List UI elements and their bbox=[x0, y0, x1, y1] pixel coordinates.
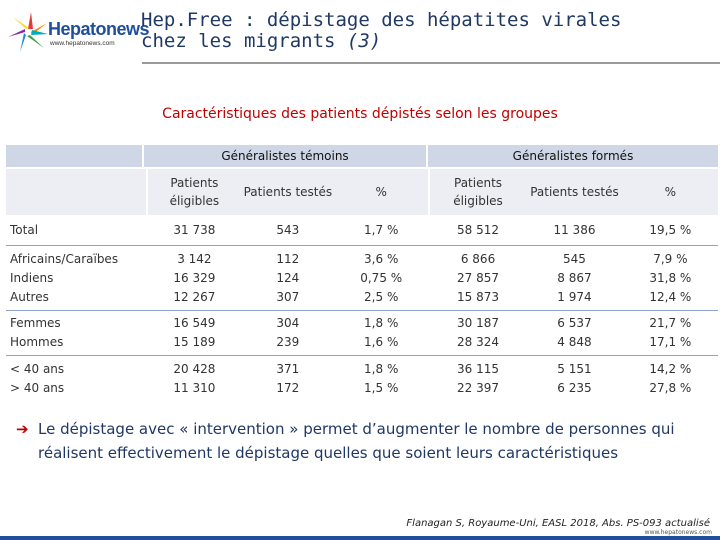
table-row-total bbox=[6, 215, 718, 246]
column-header: % bbox=[623, 169, 718, 215]
table-row-sex bbox=[6, 311, 718, 356]
table-subtitle: Caractéristiques des patients dépistés selon les groupes bbox=[162, 106, 558, 122]
title-line-2-ref: (3) bbox=[346, 30, 382, 52]
table-cell: 58 512 bbox=[430, 215, 526, 246]
source-citation: Flanagan S, Royaume-Uni, EASL 2018, Abs. PS-093 actualisé bbox=[406, 518, 710, 529]
table-cell: 3 142 16 329 12 267 bbox=[148, 246, 241, 311]
table-cell: 31 738 bbox=[148, 215, 241, 246]
table-cell: 11 386 bbox=[526, 215, 622, 246]
table-cell: 1,7 % bbox=[335, 215, 428, 246]
table-cell: 5 151 6 235 bbox=[557, 362, 592, 395]
column-header-empty bbox=[6, 169, 146, 215]
title-line-1: Hep.Free : dépistage des hépatites virales bbox=[141, 9, 622, 31]
table-row-origin bbox=[6, 246, 718, 311]
table-cell: 6 866 27 857 15 873 bbox=[430, 246, 526, 311]
row-label: Femmes Hommes bbox=[6, 311, 146, 356]
table-cell: 545 8 867 1 974 bbox=[526, 246, 622, 311]
column-header: % bbox=[335, 169, 428, 215]
logo-url: www.hepatonews.com bbox=[50, 40, 115, 47]
conclusion-body: Le dépistage avec « intervention » permet d’augmenter le nombre de personnes qui réalisent effectivement le dépistage quelles que soient leurs caractéristiques bbox=[38, 420, 675, 462]
logo-burst-icon bbox=[6, 10, 50, 54]
table-cell: 1,8 % 1,6 % bbox=[335, 311, 428, 356]
row-label: Total bbox=[6, 215, 146, 246]
logo-name: Hepatonews bbox=[48, 19, 150, 39]
table-cell: 19,5 % bbox=[623, 215, 718, 246]
table-cell: 7,9 % 31,8 % 12,4 % bbox=[623, 246, 718, 311]
table-cell: 304 239 bbox=[241, 311, 334, 356]
title-divider bbox=[142, 62, 720, 64]
column-header: Patients testés bbox=[526, 169, 622, 215]
page-title bbox=[141, 10, 621, 52]
conclusion-text bbox=[16, 417, 678, 465]
column-header: Patients testés bbox=[241, 169, 334, 215]
table-row-age bbox=[6, 356, 718, 403]
title-line-2 bbox=[141, 31, 621, 52]
row-label: < 40 ans > 40 ans bbox=[10, 362, 65, 395]
table-cell: 112 124 307 bbox=[241, 246, 334, 311]
footer-bar bbox=[0, 536, 720, 540]
table-cell: 543 bbox=[241, 215, 334, 246]
table-cell: 20 428 11 310 bbox=[173, 362, 216, 395]
group-label-formes: Généralistes formés bbox=[512, 149, 634, 163]
table-cell: 14,2 % 27,8 % bbox=[649, 362, 692, 395]
table-cell: 21,7 % 17,1 % bbox=[623, 311, 718, 356]
row-label: Africains/Caraïbes Indiens Autres bbox=[6, 246, 146, 311]
column-header-row bbox=[6, 169, 718, 215]
hepatonews-logo bbox=[6, 10, 150, 54]
title-line-2-text: chez les migrants bbox=[141, 30, 347, 52]
column-header: Patients éligibles bbox=[148, 169, 241, 215]
table-cell: 371 172 bbox=[276, 362, 300, 395]
table-cell: 3,6 % 0,75 % 2,5 % bbox=[335, 246, 428, 311]
header-band-left bbox=[6, 145, 142, 167]
table-cell: 6 537 4 848 bbox=[526, 311, 622, 356]
results-table bbox=[6, 169, 718, 402]
footer-url: www.hepatonews.com bbox=[644, 529, 712, 536]
table-cell: 36 115 22 397 bbox=[457, 362, 500, 395]
group-label-temoins: Généralistes témoins bbox=[221, 149, 349, 163]
column-header: Patients éligibles bbox=[430, 169, 526, 215]
arrow-right-icon: ➔ bbox=[16, 420, 29, 438]
table-cell: 30 187 28 324 bbox=[430, 311, 526, 356]
table-cell: 1,8 % 1,5 % bbox=[364, 362, 399, 395]
table-cell: 16 549 15 189 bbox=[148, 311, 241, 356]
